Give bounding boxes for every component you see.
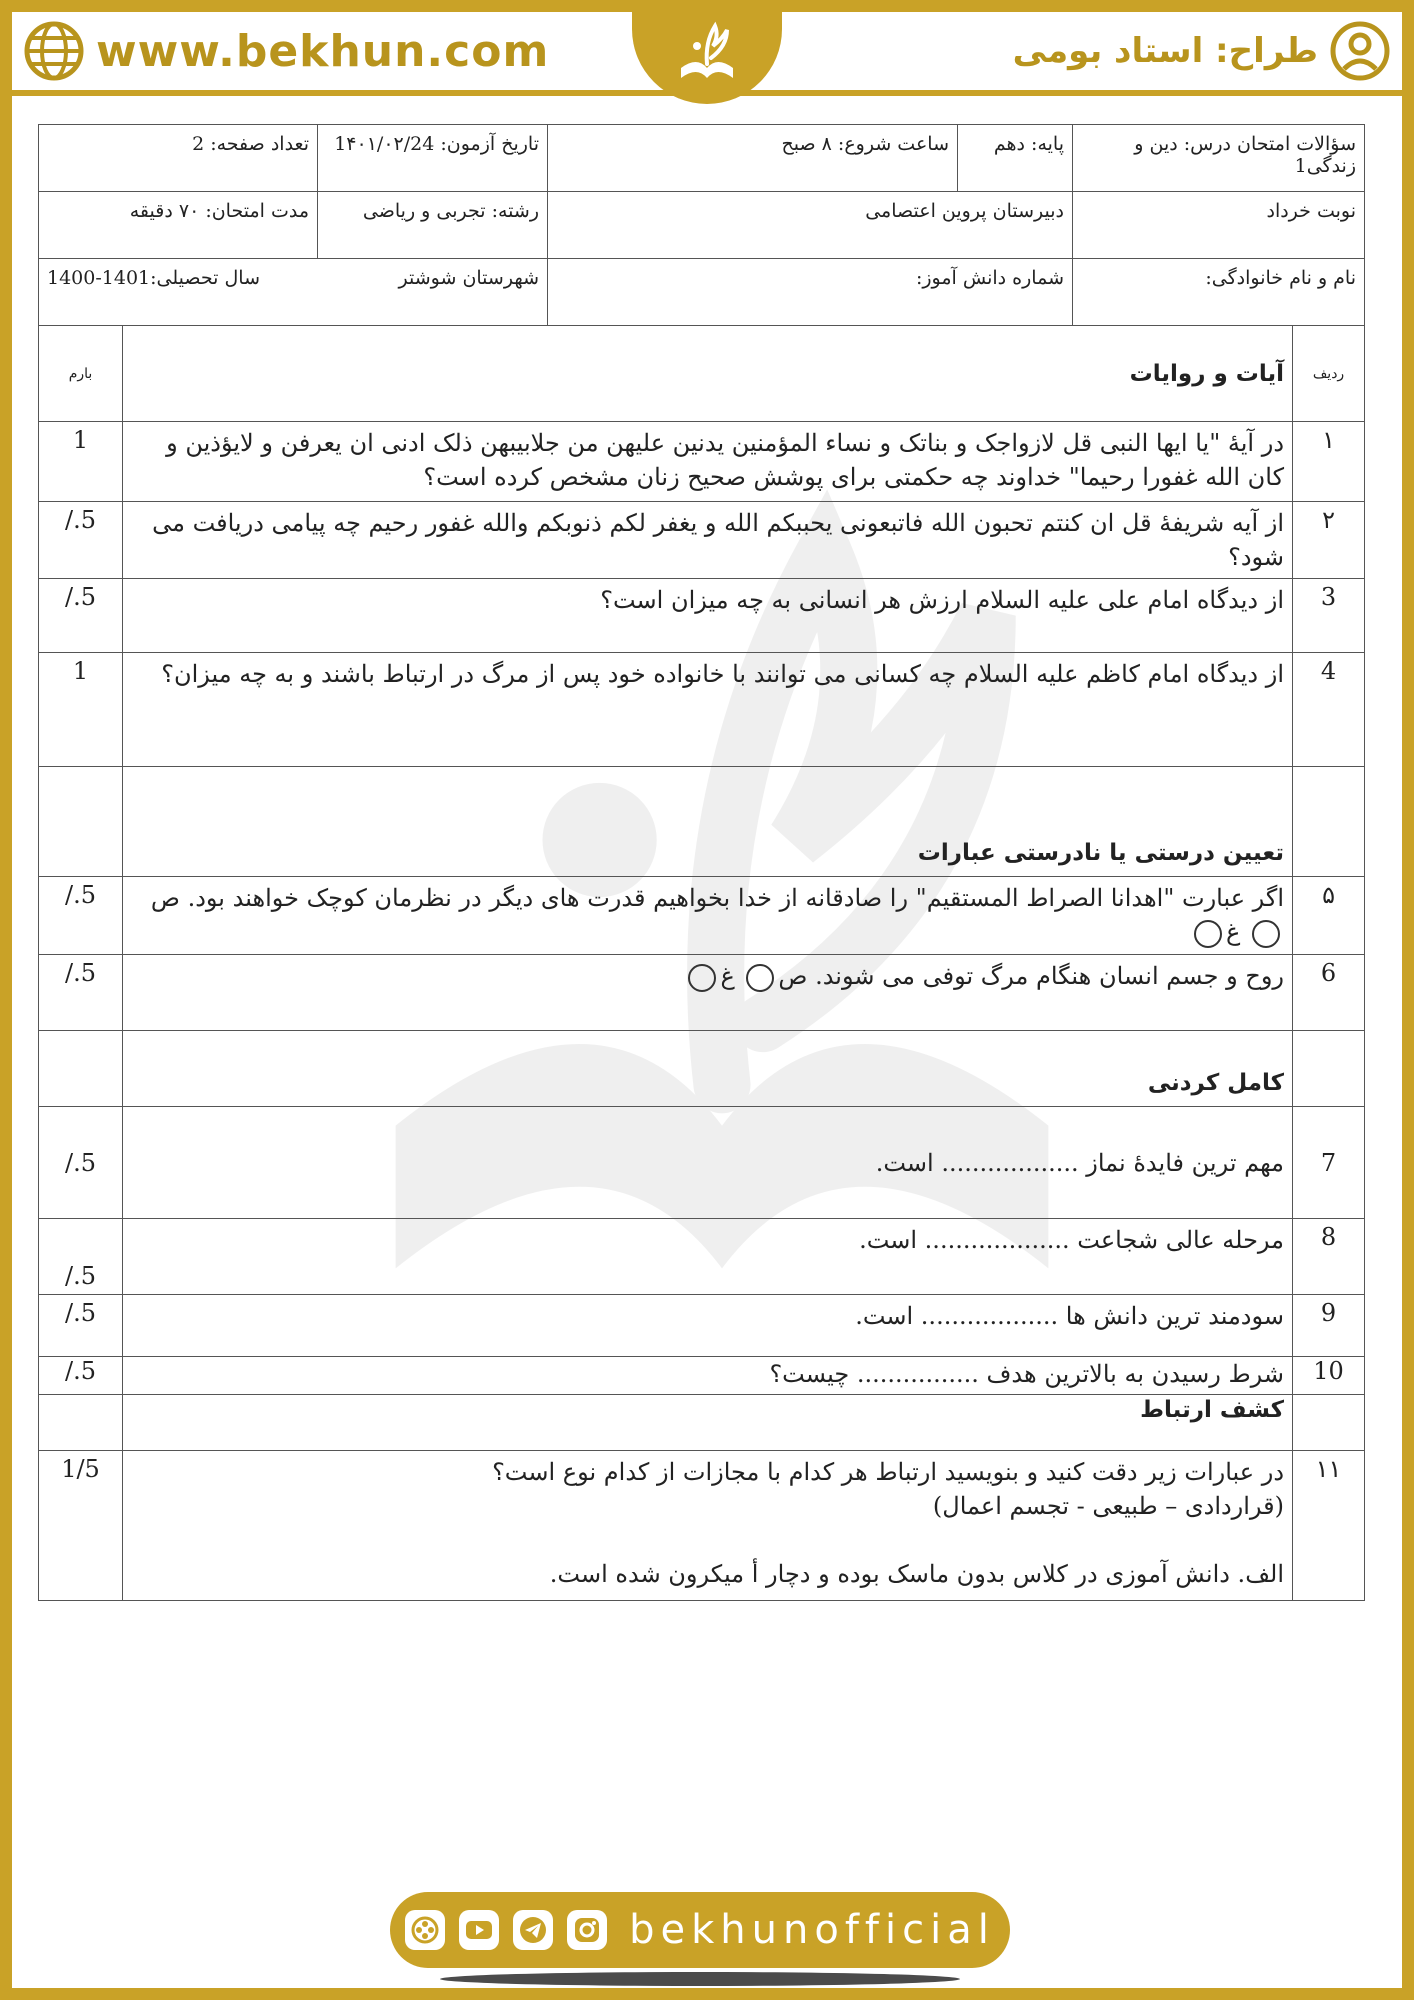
exam-table	[38, 124, 1365, 1601]
question-item-a: الف. دانش آموزی در کلاس بدون ماسک بوده و دچار أ میکرون شده است.	[549, 1560, 1285, 1588]
question-number: ۱۱	[1293, 1451, 1365, 1601]
question-text: شرط رسیدن به بالاترین هدف ................ چیست؟	[123, 1357, 1293, 1395]
row-header: ردیف	[1293, 326, 1365, 422]
section-title-fill-in: کامل کردنی	[123, 1031, 1293, 1107]
question-score: /.5	[39, 579, 123, 653]
question-row	[39, 1107, 1365, 1219]
start-time: ساعت شروع: ۸ صبح	[548, 125, 958, 192]
question-score: /.5	[39, 502, 123, 579]
question-row	[39, 1219, 1365, 1295]
question-text: روح و جسم انسان هنگام مرگ توفی می شوند.	[815, 962, 1285, 990]
question-number: 9	[1293, 1295, 1365, 1357]
study-field: رشته: تجربی و ریاضی	[318, 192, 548, 259]
social-handle[interactable]: bekhunofficial	[629, 1907, 995, 1953]
question-text: مرحله عالی شجاعت ................... است.	[123, 1219, 1293, 1295]
page-frame	[12, 12, 1402, 1988]
question-text: در عبارات زیر دقت کنید و بنویسید ارتباط هر کدام با مجازات از کدام نوع است؟	[492, 1458, 1285, 1486]
section-header-row	[39, 1395, 1365, 1451]
question-number: 4	[1293, 653, 1365, 767]
question-number: 7	[1293, 1107, 1365, 1219]
question-number: 10	[1293, 1357, 1365, 1395]
question-row	[39, 955, 1365, 1031]
info-row-1	[39, 125, 1365, 192]
question-number: 6	[1293, 955, 1365, 1031]
true-option-radio[interactable]	[746, 964, 774, 992]
exam-session: نوبت خرداد	[1073, 192, 1365, 259]
question-score: /.5	[39, 1107, 123, 1219]
exam-date: تاریخ آزمون: 1۴۰۱/۰۲/24	[318, 125, 548, 192]
exam-duration: مدت امتحان: ۷۰ دقیقه	[39, 192, 318, 259]
section-title-true-false: تعیین درستی یا نادرستی عبارات	[123, 767, 1293, 877]
question-number: ۱	[1293, 422, 1365, 502]
question-row	[39, 1295, 1365, 1357]
false-label: غ	[720, 962, 735, 990]
site-url[interactable]: www.bekhun.com	[96, 25, 550, 77]
true-option-radio[interactable]	[1252, 920, 1280, 948]
section-header-row	[39, 767, 1365, 877]
question-row	[39, 502, 1365, 579]
social-bar	[390, 1892, 1010, 1968]
student-name-field[interactable]: نام و نام خانوادگی:	[1073, 259, 1365, 326]
telegram-icon[interactable]	[513, 1910, 553, 1950]
designer-name: طراح: استاد بومی	[1012, 31, 1318, 71]
question-row	[39, 1451, 1365, 1601]
globe-icon	[24, 21, 84, 81]
section-header-row	[39, 1031, 1365, 1107]
book-logo-icon	[667, 12, 747, 92]
question-score: /.5	[39, 877, 123, 955]
brand-logo	[632, 0, 782, 104]
question-text: از دیدگاه امام علی علیه السلام ارزش هر انسانی به چه میزان است؟	[123, 579, 1293, 653]
grade: پایه: دهم	[958, 125, 1073, 192]
question-score: 1/5	[39, 1451, 123, 1601]
question-number: 3	[1293, 579, 1365, 653]
question-score: 1	[39, 422, 123, 502]
question-number: ۲	[1293, 502, 1365, 579]
page-count: تعداد صفحه: 2	[39, 125, 318, 192]
instagram-icon[interactable]	[567, 1910, 607, 1950]
question-row	[39, 877, 1365, 955]
question-text: اگر عبارت "اهدانا الصراط المستقیم" را صادقانه از خدا بخواهیم قدرت های دیگر در نظرمان کوچک خواهند بود.	[187, 884, 1285, 912]
academic-year: سال تحصیلی:1401-1400	[47, 267, 260, 289]
section-header-row	[39, 326, 1365, 422]
designer-block	[1013, 20, 1390, 82]
site-link[interactable]	[24, 20, 549, 82]
question-score: 1	[39, 653, 123, 767]
score-header: بارم	[39, 326, 123, 422]
question-text: از دیدگاه امام کاظم علیه السلام چه کسانی می توانند با خانواده خود پس از مرگ در ارتباط باشند و به چه میزان؟	[123, 653, 1293, 767]
question-score: /.5	[39, 955, 123, 1031]
course-title: سؤالات امتحان درس: دین و زندگی1	[1073, 125, 1365, 192]
question-score: /.5	[39, 1219, 123, 1295]
question-cell	[123, 1451, 1293, 1601]
false-label: غ	[1226, 918, 1241, 946]
question-text: از آیه شریفهٔ قل ان کنتم تحبون الله فاتبعونی یحببکم الله و یغفر لکم ذنوبکم والله غفور رحیم چه پیامی دریافت می شود؟	[123, 502, 1293, 579]
student-number-field[interactable]: شماره دانش آموز:	[548, 259, 1073, 326]
question-row	[39, 1357, 1365, 1395]
question-score: /.5	[39, 1357, 123, 1395]
false-option-radio[interactable]	[688, 964, 716, 992]
footer-shadow	[440, 1972, 960, 1986]
true-label: ص	[778, 962, 808, 990]
info-row-2	[39, 192, 1365, 259]
school-name: دبیرستان پروین اعتصامی	[548, 192, 1073, 259]
question-row	[39, 422, 1365, 502]
question-options: (قراردادی – طبیعی - تجسم اعمال)	[932, 1492, 1285, 1520]
question-text: مهم ترین فایدهٔ نماز .................. است.	[123, 1107, 1293, 1219]
section-title-matching: کشف ارتباط	[123, 1395, 1293, 1451]
question-text: در آیهٔ "یا ایها النبی قل لازواجک و بناتک و نساء المؤمنین یدنین علیهن من جلابیبهن ذلک ادنی ان یعرفن و لایؤذین و کان الله غفورا رحیما" خداوند چه حکمتی برای پوشش صحیح زنان مشخص کرده است؟	[123, 422, 1293, 502]
top-banner	[12, 12, 1402, 96]
question-row	[39, 653, 1365, 767]
question-cell	[123, 955, 1293, 1031]
section-title-verses: آیات و روایات	[123, 326, 1293, 422]
question-score: /.5	[39, 1295, 123, 1357]
question-cell	[123, 877, 1293, 955]
youtube-icon[interactable]	[459, 1910, 499, 1950]
true-label: ص	[150, 884, 180, 912]
question-number: ۵	[1293, 877, 1365, 955]
aparat-icon[interactable]	[405, 1910, 445, 1950]
question-text: سودمند ترین دانش ها .................. است.	[123, 1295, 1293, 1357]
info-row-3	[39, 259, 1365, 326]
user-avatar-icon	[1330, 21, 1390, 81]
city-year-cell	[39, 259, 548, 326]
question-number: 8	[1293, 1219, 1365, 1295]
city: شهرستان شوشتر	[398, 267, 539, 289]
question-row	[39, 579, 1365, 653]
false-option-radio[interactable]	[1194, 920, 1222, 948]
